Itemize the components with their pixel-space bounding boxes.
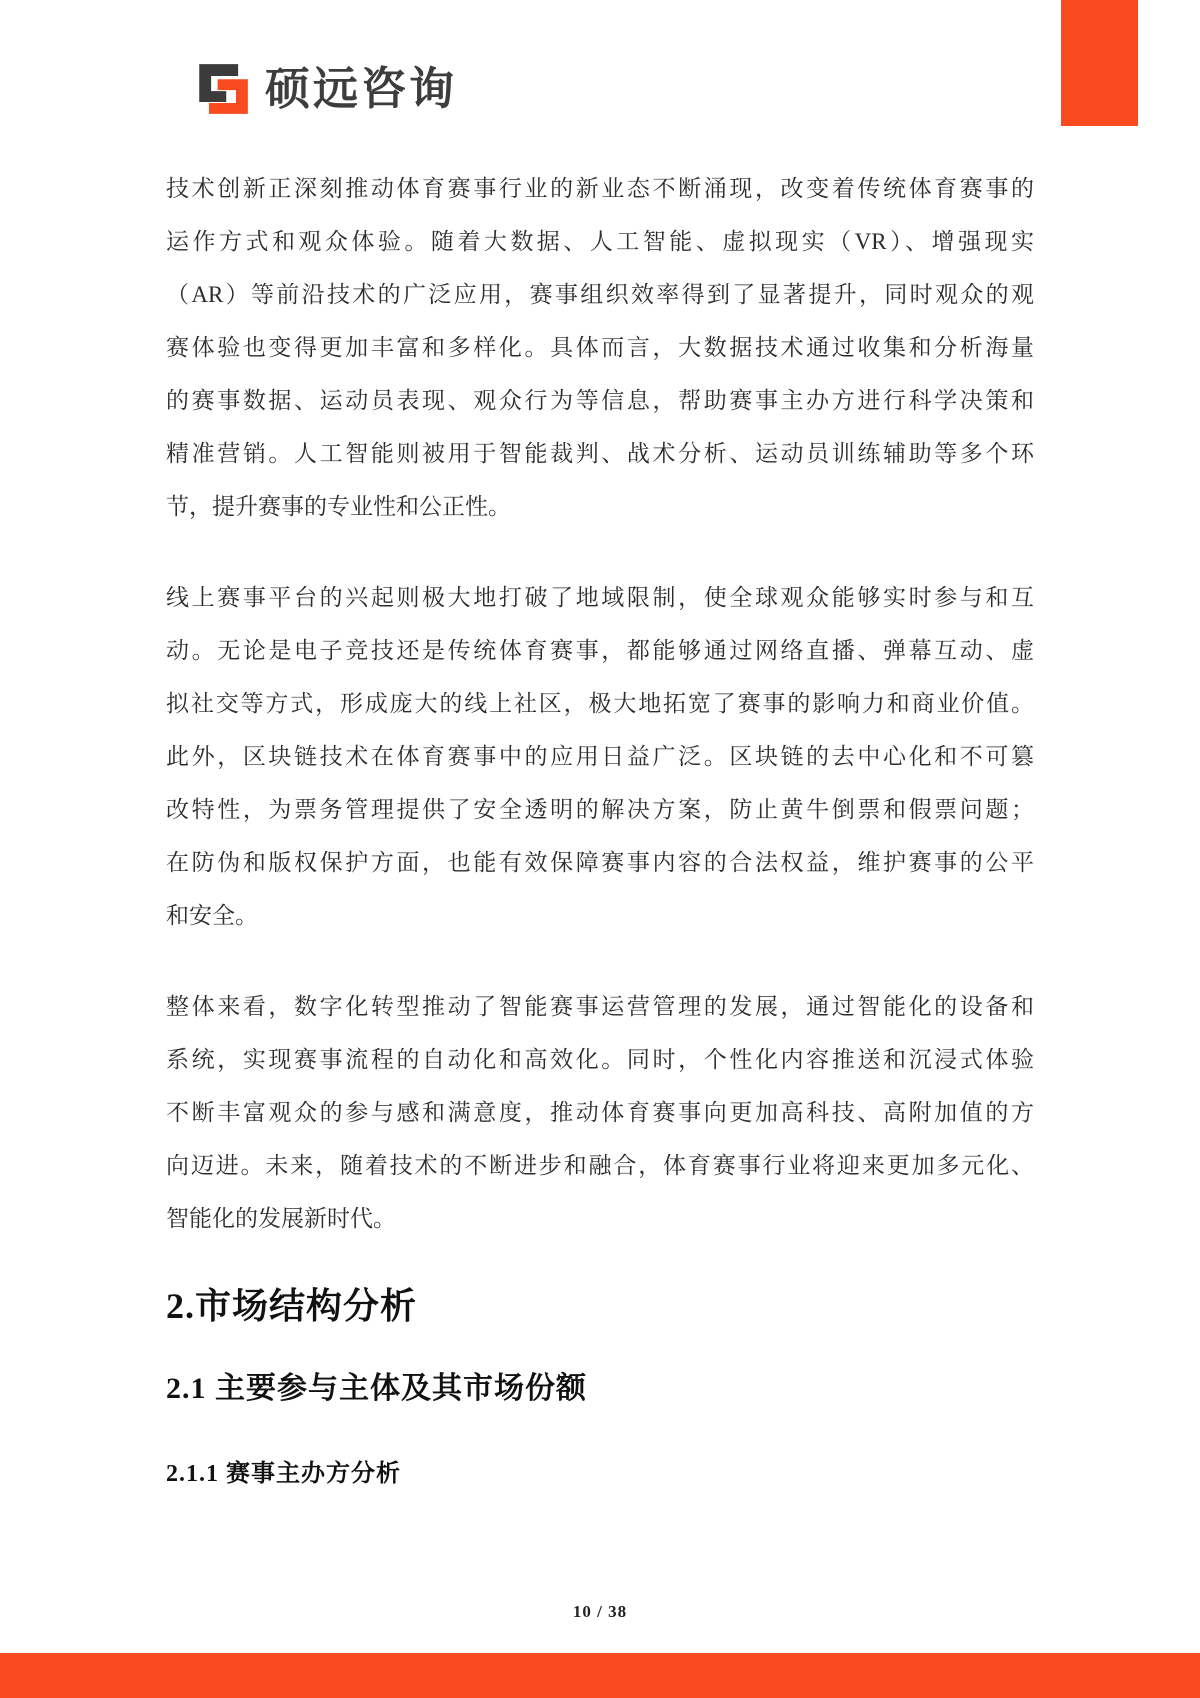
page-content xyxy=(166,162,1034,1491)
subsection-heading: 2.1 主要参与主体及其市场份额 xyxy=(166,1372,587,1405)
paragraph-line: 拟社交等方式，形成庞大的线上社区，极大地拓宽了赛事的影响力和商业价值。 xyxy=(166,691,1034,716)
page-number: 10 / 38 xyxy=(572,1602,628,1621)
page-footer xyxy=(0,1602,1200,1622)
body-paragraph xyxy=(166,980,1034,1245)
paragraph-line: （AR）等前沿技术的广泛应用，赛事组织效率得到了显著提升，同时观众的观 xyxy=(166,282,1034,307)
paragraph-line: 系统，实现赛事流程的自动化和高效化。同时，个性化内容推送和沉浸式体验 xyxy=(166,1047,1034,1072)
paragraph-line: 线上赛事平台的兴起则极大地打破了地域限制，使全球观众能够实时参与和互 xyxy=(166,585,1034,610)
paragraph-line: 在防伪和版权保护方面，也能有效保障赛事内容的合法权益，维护赛事的公平 xyxy=(166,850,1034,875)
paragraph-line: 精准营销。人工智能则被用于智能裁判、战术分析、运动员训练辅助等多个环 xyxy=(166,441,1034,466)
paragraph-line: 改特性，为票务管理提供了安全透明的解决方案，防止黄牛倒票和假票问题； xyxy=(166,797,1034,822)
paragraph-line: 运作方式和观众体验。随着大数据、人工智能、虚拟现实（VR）、增强现实 xyxy=(166,229,1034,254)
section-heading: 2.市场结构分析 xyxy=(166,1286,418,1326)
body-paragraphs xyxy=(166,162,1034,1245)
logo-mark-icon xyxy=(196,62,250,116)
paragraph-line: 整体来看，数字化转型推动了智能赛事运营管理的发展，通过智能化的设备和 xyxy=(166,994,1034,1019)
paragraph-line: 技术创新正深刻推动体育赛事行业的新业态不断涌现，改变着传统体育赛事的 xyxy=(166,176,1034,201)
paragraph-line: 的赛事数据、运动员表现、观众行为等信息，帮助赛事主办方进行科学决策和 xyxy=(166,388,1034,413)
paragraph-line: 节，提升赛事的专业性和公正性。 xyxy=(166,494,511,519)
paragraph-line: 和安全。 xyxy=(166,903,258,928)
paragraph-line: 动。无论是电子竞技还是传统体育赛事，都能够通过网络直播、弹幕互动、虚 xyxy=(166,638,1034,663)
logo-text: 硕远咨询 xyxy=(265,63,458,114)
paragraph-line: 不断丰富观众的参与感和满意度，推动体育赛事向更加高科技、高附加值的方 xyxy=(166,1100,1034,1125)
body-paragraph xyxy=(166,162,1034,533)
paragraph-line: 此外，区块链技术在体育赛事中的应用日益广泛。区块链的去中心化和不可篡 xyxy=(166,744,1034,769)
paragraph-line: 智能化的发展新时代。 xyxy=(166,1206,396,1231)
company-logo xyxy=(196,62,457,116)
body-paragraph xyxy=(166,571,1034,942)
footer-accent-bar xyxy=(0,1653,1200,1698)
header-accent-block xyxy=(1061,0,1138,126)
subsubsection-heading: 2.1.1 赛事主办方分析 xyxy=(166,1461,401,1487)
paragraph-line: 向迈进。未来，随着技术的不断进步和融合，体育赛事行业将迎来更加多元化、 xyxy=(166,1153,1034,1178)
paragraph-line: 赛体验也变得更加丰富和多样化。具体而言，大数据技术通过收集和分析海量 xyxy=(166,335,1034,360)
